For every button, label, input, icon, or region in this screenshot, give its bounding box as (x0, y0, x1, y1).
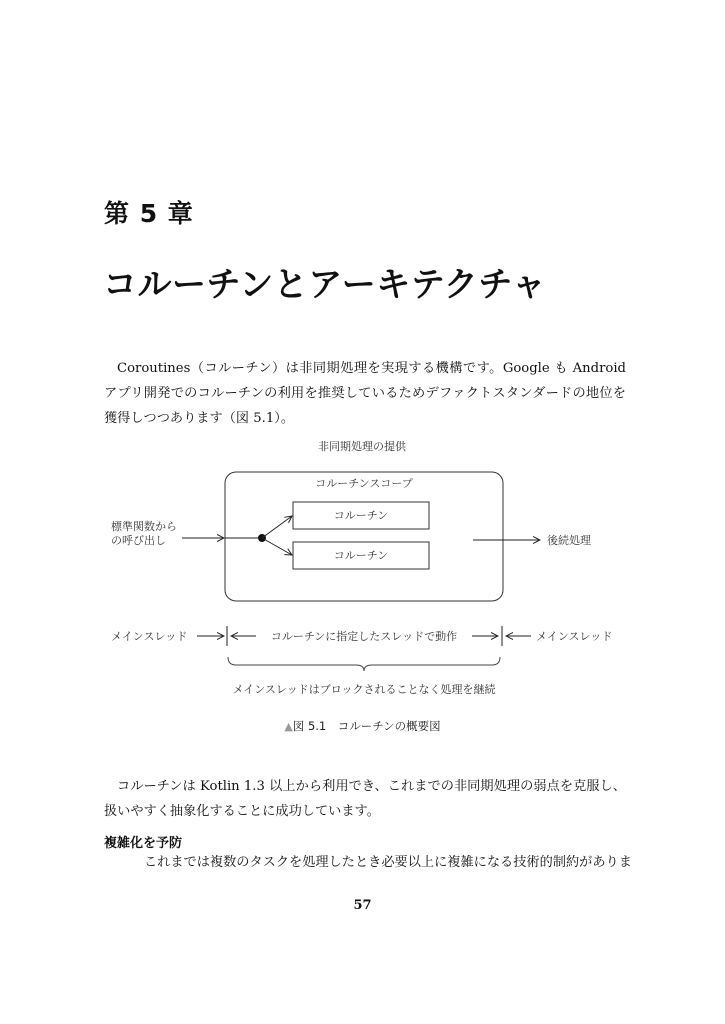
post-process-label: 後続処理 (547, 534, 591, 547)
kotlin-paragraph: コルーチンは Kotlin 1.3 以上から利用でき、これまでの非同期処理の弱点を克服し、扱いやすく抽象化することに成功しています。 (104, 779, 626, 819)
section-subheading: 複雑化を予防 (104, 836, 183, 851)
coroutine-thread-label: コルーチンに指定したスレッドで動作 (270, 630, 458, 643)
coroutine-scope-label: コルーチンスコープ (315, 477, 413, 490)
bottom-note: メインスレッドはブロックされることなく処理を継続 (232, 683, 496, 696)
chapter-label: 第 5 章 (104, 199, 194, 228)
caller-label-line2: の呼び出し (111, 534, 166, 547)
caption-marker: ▲ (284, 720, 293, 733)
branch-arrow-2 (262, 538, 292, 555)
timeline-brace (228, 657, 500, 671)
chapter-title: コルーチンとアーキテクチャ (103, 265, 547, 305)
figure-top-label: 非同期処理の提供 (318, 440, 406, 453)
caption-text: 図 5.1 コルーチンの概要図 (292, 719, 441, 733)
branch-arrow-1 (262, 516, 292, 538)
main-thread-right-label: メインスレッド (536, 630, 613, 643)
coroutine-box-2-label: コルーチン (333, 549, 389, 562)
page-number: 57 (353, 898, 372, 913)
caller-label-line1: 標準関数から (111, 520, 177, 533)
figure-caption (0, 718, 725, 734)
coroutine-box-1-label: コルーチン (333, 509, 389, 522)
main-thread-left-label: メインスレッド (111, 630, 188, 643)
intro-paragraph: Coroutines（コルーチン）は非同期処理を実現する機構です。Google も Android アプリ開発でのコルーチンの利用を推奨しているためデファクトスタンダードの地位を獲得しつつあります（図 5.1）。 (104, 361, 626, 426)
complexity-paragraph: これまでは複数のタスクを処理したとき必要以上に複雑になる技術的制約がありま (144, 855, 632, 870)
coroutine-scope-box (225, 472, 503, 601)
